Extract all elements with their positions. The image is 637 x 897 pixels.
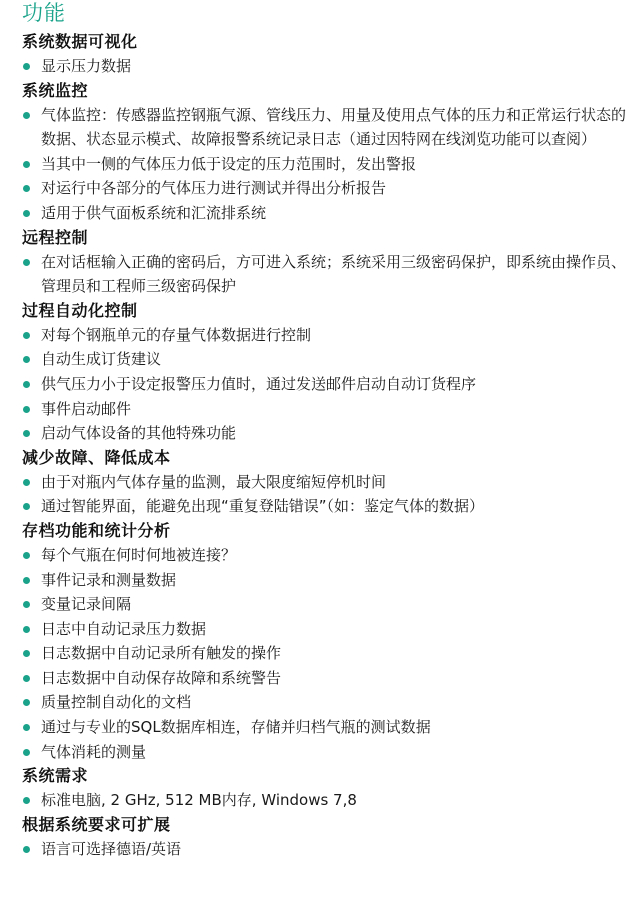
section-archive-statistics [22, 519, 630, 764]
bullet-dot-icon [23, 259, 30, 266]
bullet-dot-icon [23, 601, 30, 608]
list-item-text: 当其中一侧的气体压力低于设定的压力范围时，发出警报 [41, 154, 417, 173]
bullet-dot-icon [23, 381, 30, 388]
bullet-dot-icon [23, 185, 30, 192]
list-item-text: 适用于供气面板系统和汇流排系统 [41, 203, 267, 222]
bullet-list [22, 323, 630, 446]
bullet-dot-icon [23, 430, 30, 437]
list-item-text: 通过智能界面，能避免出现“重复登陆错误”（如：鉴定气体的数据） [41, 497, 485, 516]
list-item [22, 592, 630, 617]
list-item-text: 在对话框输入正确的密码后，方可进入系统；系统采用三级密码保护，即系统由操作员、管理员和工程师三级密码保护 [41, 252, 627, 296]
bullet-list [22, 470, 630, 519]
bullet-dot-icon [23, 675, 30, 682]
section-heading: 存档功能和统计分析 [22, 520, 171, 540]
section-heading: 过程自动化控制 [22, 300, 138, 320]
list-item-text: 日志数据中自动保存故障和系统警告 [41, 668, 282, 687]
bullet-dot-icon [23, 626, 30, 633]
page-title: 功能 [22, 1, 66, 25]
list-item [22, 641, 630, 666]
list-item-text: 事件记录和测量数据 [41, 570, 177, 589]
section-expandable [22, 813, 630, 862]
bullet-dot-icon [23, 749, 30, 756]
list-item [22, 494, 630, 519]
section-data-visualization [22, 30, 630, 79]
list-item [22, 201, 630, 226]
list-item-text: 供气压力小于设定报警压力值时，通过发送邮件启动自动订货程序 [41, 374, 477, 393]
section-system-requirements [22, 764, 630, 813]
list-item [22, 543, 630, 568]
bullet-dot-icon [23, 846, 30, 853]
list-item [22, 323, 630, 348]
bullet-dot-icon [23, 797, 30, 804]
list-item [22, 617, 630, 642]
list-item-text: 变量记录间隔 [41, 595, 132, 614]
list-item-text: 对运行中各部分的气体压力进行测试并得出分析报告 [41, 179, 387, 198]
bullet-list [22, 788, 630, 813]
list-item-text: 日志数据中自动记录所有触发的操作 [41, 644, 282, 663]
section-remote-control [22, 226, 630, 299]
section-heading: 远程控制 [22, 227, 89, 247]
list-item-text: 气体消耗的测量 [41, 742, 147, 761]
bullet-list [22, 103, 630, 226]
list-item [22, 54, 630, 79]
section-heading: 系统数据可视化 [22, 32, 138, 51]
section-heading: 系统监控 [22, 80, 89, 100]
bullet-dot-icon [23, 356, 30, 363]
section-monitoring [22, 79, 630, 226]
bullet-dot-icon [23, 577, 30, 584]
bullet-dot-icon [23, 503, 30, 510]
bullet-dot-icon [23, 332, 30, 339]
section-heading: 根据系统要求可扩展 [22, 814, 171, 834]
list-item [22, 715, 630, 740]
bullet-list [22, 54, 630, 79]
list-item-text: 标准电脑, 2 GHz, 512 MB内存, Windows 7,8 [41, 791, 357, 810]
list-item [22, 690, 630, 715]
bullet-dot-icon [23, 63, 30, 70]
bullet-dot-icon [23, 161, 30, 168]
bullet-dot-icon [23, 406, 30, 413]
list-item-text: 启动气体设备的其他特殊功能 [41, 424, 237, 443]
bullet-dot-icon [23, 479, 30, 486]
bullet-list [22, 250, 630, 299]
list-item [22, 740, 630, 765]
section-heading: 减少故障、降低成本 [22, 447, 171, 467]
section-heading: 系统需求 [22, 766, 89, 786]
bullet-list [22, 837, 630, 862]
bullet-dot-icon [23, 552, 30, 559]
list-item-text: 显示压力数据 [41, 57, 132, 75]
list-item [22, 176, 630, 201]
list-item [22, 666, 630, 691]
list-item [22, 152, 630, 177]
bullet-dot-icon [23, 724, 30, 731]
list-item [22, 470, 630, 495]
list-item-text: 质量控制自动化的文档 [41, 693, 192, 712]
list-item-text: 每个气瓶在何时何地被连接？ [41, 545, 237, 564]
list-item [22, 788, 630, 813]
bullet-dot-icon [23, 112, 30, 119]
list-item-text: 自动生成订货建议 [41, 350, 162, 369]
list-item [22, 837, 630, 862]
section-reduce-failures [22, 446, 630, 519]
list-item [22, 250, 630, 299]
document-page [22, 0, 630, 861]
bullet-dot-icon [23, 650, 30, 657]
list-item-text: 气体监控：传感器监控钢瓶气源、管线压力、用量及使用点气体的压力和正常运行状态的数据、状态显示模式、故障报警系统记录日志（通过因特网在线浏览功能可以查阅） [41, 105, 627, 149]
list-item [22, 103, 630, 152]
list-item-text: 日志中自动记录压力数据 [41, 619, 207, 638]
section-process-automation [22, 299, 630, 446]
list-item-text: 由于对瓶内气体存量的监测，最大限度缩短停机时间 [41, 472, 387, 491]
bullet-dot-icon [23, 699, 30, 706]
bullet-list [22, 543, 630, 764]
list-item-text: 通过与专业的SQL数据库相连，存储并归档气瓶的测试数据 [41, 718, 431, 737]
bullet-dot-icon [23, 210, 30, 217]
list-item [22, 372, 630, 397]
list-item [22, 347, 630, 372]
list-item-text: 事件启动邮件 [41, 399, 132, 418]
list-item [22, 568, 630, 593]
list-item-text: 语言可选择德语/英语 [41, 839, 182, 858]
list-item-text: 对每个钢瓶单元的存量气体数据进行控制 [41, 325, 312, 344]
list-item [22, 421, 630, 446]
sections-container [22, 30, 630, 861]
list-item [22, 397, 630, 422]
